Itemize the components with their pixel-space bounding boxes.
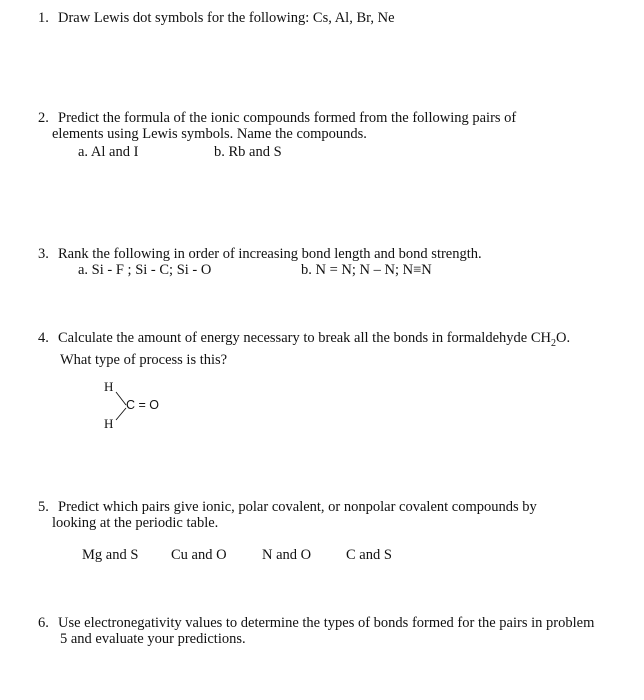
question-number: 2. <box>38 110 49 126</box>
question-2 <box>38 110 628 142</box>
question-3 <box>38 246 628 262</box>
question-number: 1. <box>38 10 49 26</box>
question-text: Rank the following in order of increasing bond length and bond strength. <box>58 246 482 262</box>
subscript: 2 <box>550 337 556 349</box>
bond-line-bottom <box>116 408 126 420</box>
question-text-cont: elements using Lewis symbols. Name the compounds. <box>52 126 367 142</box>
pair-1: Mg and S <box>82 547 139 563</box>
pair-4: C and S <box>346 547 392 563</box>
question-text: Predict the formula of the ionic compounds formed from the following pairs of <box>58 110 517 126</box>
question-text-cont: 5 and evaluate your predictions. <box>60 631 246 647</box>
question-5 <box>38 499 628 531</box>
bond-line-top <box>116 392 126 405</box>
bond-lines <box>108 382 148 442</box>
question-text: Draw Lewis dot symbols for the following: Cs, Al, Br, Ne <box>58 10 395 26</box>
question-number: 6. <box>38 615 49 631</box>
question-number: 5. <box>38 499 49 515</box>
hydrogen-bottom: H <box>104 416 114 431</box>
question-4 <box>38 330 628 368</box>
question-number: 4. <box>38 330 49 346</box>
question-3-part-b: b. N = N; N – N; N≡N <box>301 262 432 278</box>
question-number: 3. <box>38 246 49 262</box>
hydrogen-top: H <box>104 379 114 394</box>
pair-3: N and O <box>262 547 312 563</box>
question-3-part-a: a. Si - F ; Si - C; Si - O <box>78 262 212 278</box>
question-6 <box>38 615 628 647</box>
pair-2: Cu and O <box>171 547 227 563</box>
question-text: Calculate the amount of energy necessary to break all the bonds in formaldehyde CH <box>58 330 551 346</box>
question-1 <box>38 10 628 26</box>
question-text-end: O. <box>555 330 571 346</box>
question-2-part-b: b. Rb and S <box>214 144 282 160</box>
question-2-part-a: a. Al and I <box>78 144 139 160</box>
question-text: Predict which pairs give ionic, polar covalent, or nonpolar covalent compounds by <box>58 499 537 515</box>
carbon-oxygen-double-bond: C = O <box>126 398 159 412</box>
question-text-cont: looking at the periodic table. <box>52 515 219 531</box>
question-text-cont: What type of process is this? <box>60 351 228 368</box>
question-text: Use electronegativity values to determine the types of bonds formed for the pairs in problem <box>58 615 595 631</box>
